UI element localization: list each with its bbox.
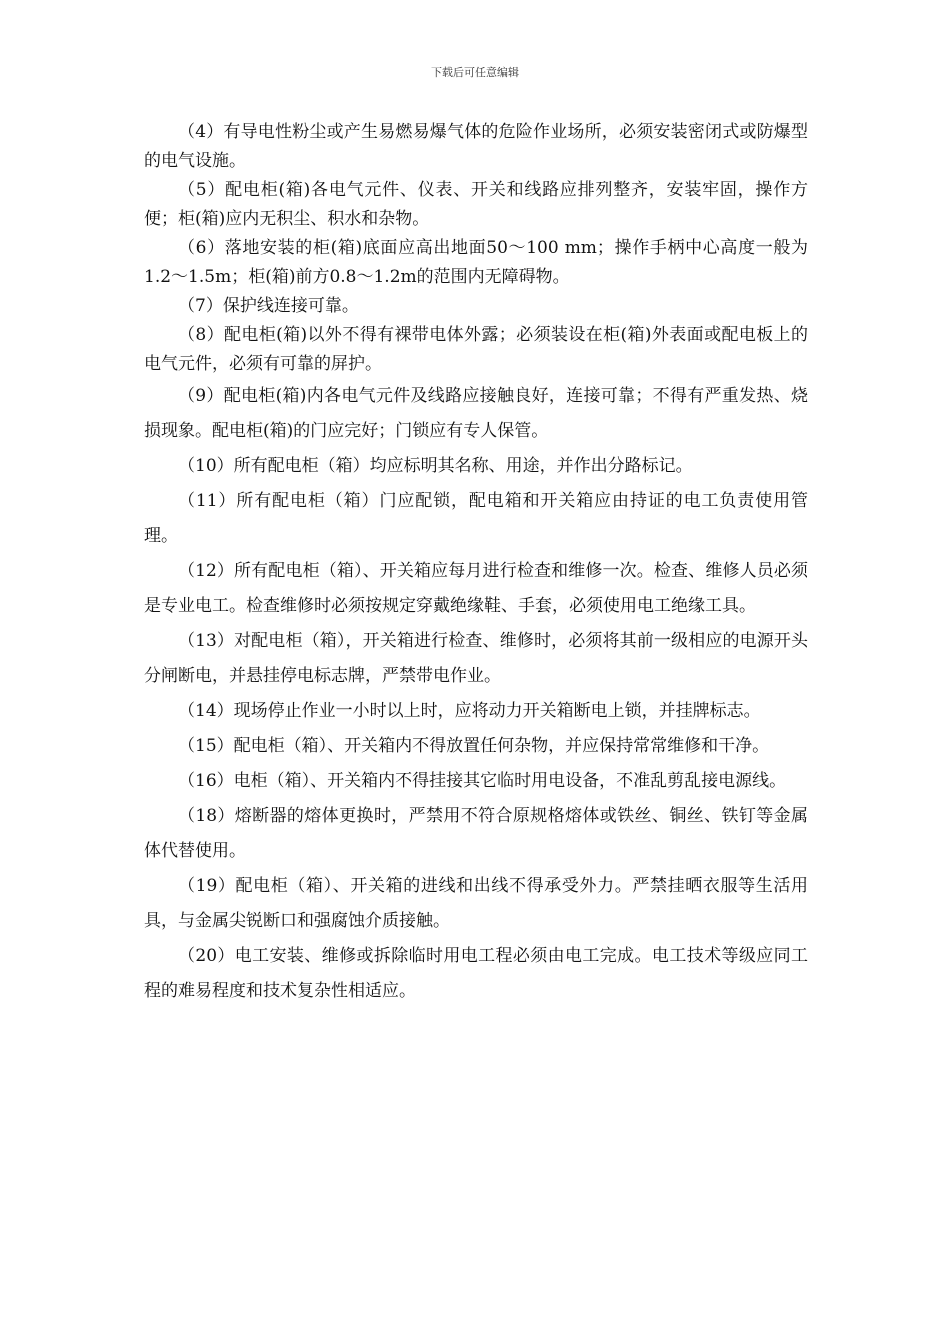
paragraph-10: （10）所有配电柜（箱）均应标明其名称、用途，并作出分路标记。	[178, 456, 693, 476]
paragraph-13: （13）对配电柜（箱），开关箱进行检查、维修时，必须将其前一级相应的电源开头分闸断电，并悬挂停电标志牌，严禁带电作业。	[144, 631, 808, 686]
paragraph-8: （8）配电柜(箱)以外不得有裸带电体外露；必须装设在柜(箱)外表面或配电板上的电气元件，必须有可靠的屏护。	[144, 325, 808, 374]
document-body	[144, 118, 808, 1009]
paragraph-9: （9）配电柜(箱)内各电气元件及线路应接触良好，连接可靠；不得有严重发热、烧损现象。配电柜(箱)的门应完好；门锁应有专人保管。	[144, 386, 808, 441]
paragraph-14: （14）现场停止作业一小时以上时，应将动力开关箱断电上锁，并挂牌标志。	[178, 701, 761, 721]
paragraph-6: （6）落地安装的柜(箱)底面应高出地面50～100 mm；操作手柄中心高度一般为1.2～1.5m；柜(箱)前方0.8～1.2m的范围内无障碍物。	[144, 238, 808, 287]
paragraph-20: （20）电工安装、维修或拆除临时用电工程必须由电工完成。电工技术等级应同工程的难易程度和技术复杂性相适应。	[144, 946, 808, 1001]
paragraph-18: （18）熔断器的熔体更换时，严禁用不符合原规格熔体或铁丝、铜丝、铁钉等金属体代替使用。	[144, 806, 808, 861]
paragraph-16: （16）电柜（箱）、开关箱内不得挂接其它临时用电设备，不准乱剪乱接电源线。	[178, 771, 787, 791]
paragraph-11: （11）所有配电柜（箱）门应配锁，配电箱和开关箱应由持证的电工负责使用管理。	[144, 491, 808, 546]
paragraph-4: （4）有导电性粉尘或产生易燃易爆气体的危险作业场所，必须安装密闭式或防爆型的电气设施。	[144, 122, 808, 171]
paragraph-15: （15）配电柜（箱）、开关箱内不得放置任何杂物，并应保持常常维修和干净。	[178, 736, 770, 756]
paragraph-12: （12）所有配电柜（箱）、开关箱应每月进行检查和维修一次。检查、维修人员必须是专业电工。检查维修时必须按规定穿戴绝缘鞋、手套，必须使用电工绝缘工具。	[144, 561, 808, 616]
page-header: 下载后可任意编辑	[431, 66, 519, 79]
paragraph-7: （7）保护线连接可靠。	[178, 296, 359, 316]
paragraph-5: （5）配电柜(箱)各电气元件、仪表、开关和线路应排列整齐，安装牢固，操作方便；柜(箱)应内无积尘、积水和杂物。	[144, 180, 808, 229]
paragraph-19: （19）配电柜（箱）、开关箱的进线和出线不得承受外力。严禁挂晒衣服等生活用具，与金属尖锐断口和强腐蚀介质接触。	[144, 876, 808, 931]
